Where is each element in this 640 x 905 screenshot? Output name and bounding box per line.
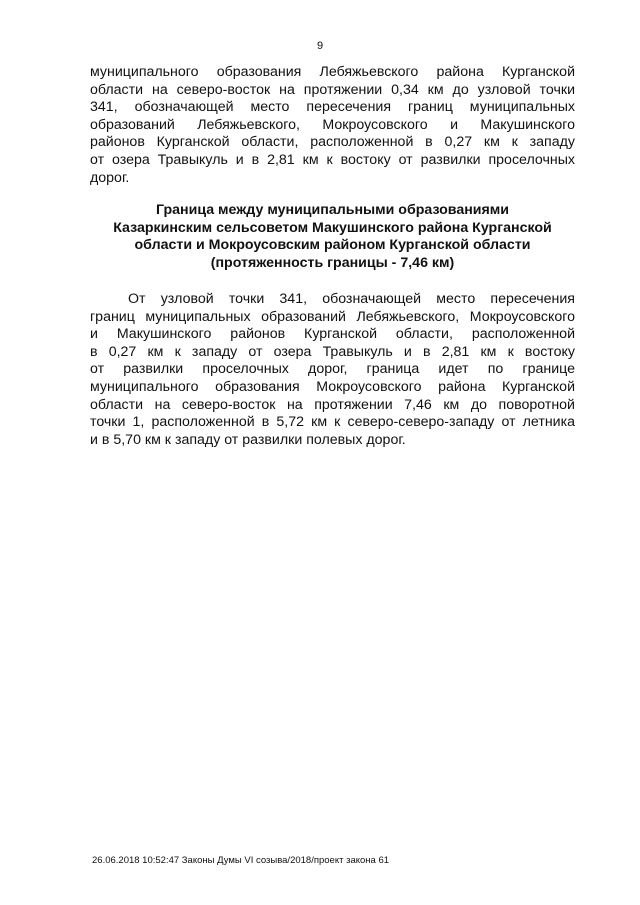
text-line: от озера Травыкуль и в 2,81 км к востоку от развилки проселочных xyxy=(90,151,575,168)
section-heading xyxy=(90,202,575,272)
page-number: 9 xyxy=(316,40,324,52)
text-line: дорог. xyxy=(90,169,130,186)
text-line: и в 5,70 км к западу от развилки полевых дорог. xyxy=(90,431,406,448)
text-line: и Макушинского районов Курганской области, расположенной xyxy=(90,326,575,343)
text-line: районов Курганской области, расположенной в 0,27 км к западу xyxy=(90,134,575,151)
text-line: границ муниципальных образований Лебяжьевского, Мокроусовского xyxy=(90,308,575,325)
heading-line: (протяженность границы - 7,46 км) xyxy=(210,254,455,271)
text-line: 341, обозначающей место пересечения границ муниципальных xyxy=(90,99,575,116)
text-line: в 0,27 км к западу от озера Травыкуль и в 2,81 км к востоку xyxy=(90,343,575,360)
heading-line: области и Мокроусовским районом Курганской области xyxy=(134,237,531,254)
paragraph-continuation xyxy=(90,64,575,187)
text-line: от развилки проселочных дорог, граница идет по границе xyxy=(90,361,575,378)
text-line: От узловой точки 341, обозначающей место пересечения xyxy=(128,291,575,307)
text-line: муниципального образования Мокроусовского района Курганской xyxy=(90,378,575,395)
document-footer: 26.06.2018 10:52:47 Законы Думы VI созыва/2018/проект закона 61 xyxy=(92,855,390,866)
heading-line: Граница между муниципальными образованиями xyxy=(155,202,510,218)
text-line: муниципального образования Лебяжьевского района Курганской xyxy=(90,64,575,80)
text-line: точки 1, расположенной в 5,72 км к северо-северо-западу от летника xyxy=(90,414,575,431)
text-line: образований Лебяжьевского, Мокроусовского и Макушинского xyxy=(90,116,575,133)
text-line: области на северо-восток на протяжении 0,34 км до узловой точки xyxy=(90,81,575,98)
text-line: области на северо-восток на протяжении 7,46 км до поворотной xyxy=(90,396,575,413)
paragraph-boundary-description xyxy=(90,291,575,449)
heading-line: Казаркинским сельсоветом Макушинского района Курганской xyxy=(113,219,552,236)
